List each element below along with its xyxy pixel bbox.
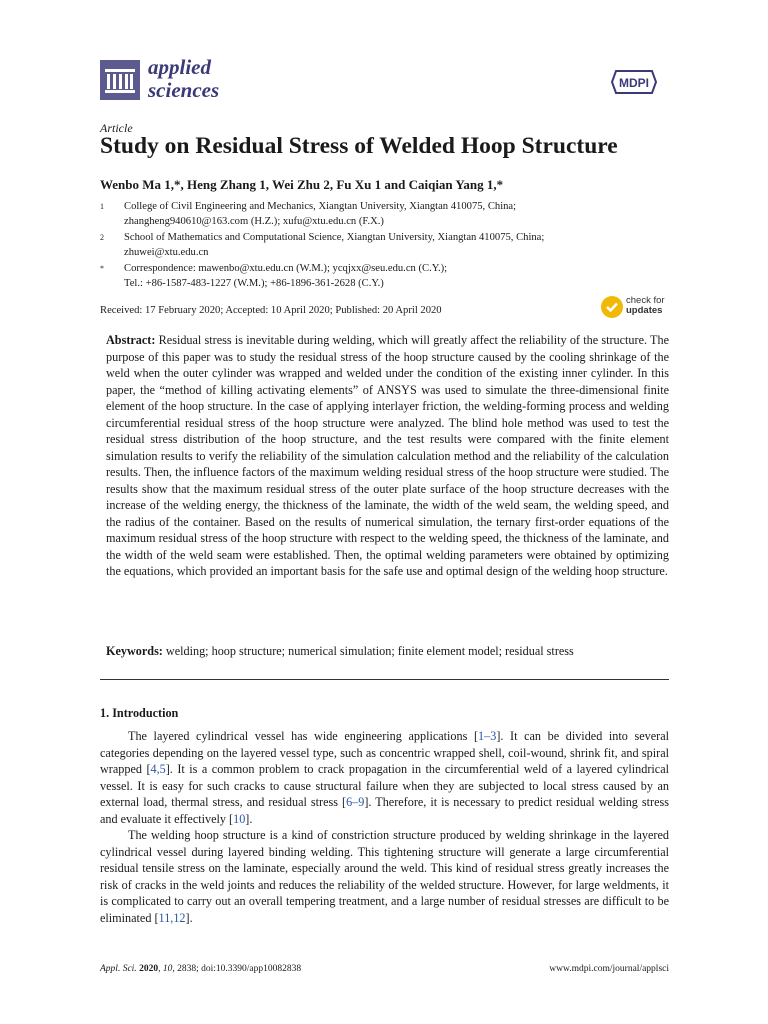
article-type: Article [100, 121, 133, 135]
citation-link[interactable]: 6–9 [346, 795, 365, 809]
check-updates-icon [600, 295, 624, 319]
section-heading: 1. Introduction [100, 706, 179, 720]
footer-url[interactable]: www.mdpi.com/journal/applsci [549, 964, 669, 974]
citation-link[interactable]: 10 [233, 811, 246, 826]
affiliation-2: 2 School of Mathematics and Computational Science, Xiangtan University, Xiangtan 410075, China; zhuwei@xtu.edu.cn [100, 232, 545, 258]
citation-link[interactable]: 4,5 [150, 762, 166, 776]
intro-paragraph-1: The layered cylindrical vessel has wide engineering applications [1–3]. It can be divided into several categories depending on the layered vessel type, such as concentric wrapped shell, coil-wound, shrink fit, and spiral wrapped [4,5]. It is a common problem to crack propagation in the circumferential weld of a layered cylindrical vessel. It is easy for such cracks to cause structural failure when they are subjected to local stress caused by an external load, thermal stress, and residual stress [6–9]. Therefore, it is necessary to predict residual welding stress and evaluate it effectively [10]. [100, 729, 669, 826]
divider [100, 679, 669, 680]
intro-paragraph-2: The welding hoop structure is a kind of constriction structure produced by welding shrinkage in the layered cylindrical vessel during layered binding welding. This tightening structure will generate a large circumferential residual tensile stress on the laminate, especially around the weld. This kind of residual stress greatly increases the risk of cracks in the weld joints and reduces the reliability of the welded structure. However, for large weldments, it is complicated to carry out an overall tempering treatment, and a large number of residual stresses are difficult to be eliminated [11,12]. [100, 828, 669, 925]
citation-link[interactable]: 1–3 [478, 729, 497, 743]
author-list: Wenbo Ma 1,*, Heng Zhang 1, Wei Zhu 2, Fu Xu 1 and Caiqian Yang 1,* [100, 177, 504, 192]
keywords-text: welding; hoop structure; numerical simulation; finite element model; residual stress [165, 644, 574, 658]
correspondence: * Correspondence: mawenbo@xtu.edu.cn (W.M.); ycqjxx@seu.edu.cn (C.Y.); Tel.: +86-1587-483-1227 (W.M.); +86-1896-361-2628 (C.Y.) [100, 263, 448, 289]
keywords [106, 644, 574, 659]
page-title: Study on Residual Stress of Welded Hoop Structure [100, 133, 618, 159]
publisher-logo [610, 67, 658, 97]
abstract-label: Abstract: [106, 333, 156, 347]
abstract [106, 332, 669, 580]
footer-citation: Appl. Sci. 2020, 10, 2838; doi:10.3390/app10082838 [100, 964, 302, 974]
citation-link[interactable]: 11,12 [158, 910, 186, 925]
journal-logo-icon [100, 60, 140, 100]
abstract-text: Residual stress is inevitable during welding, which will greatly affect the reliability of the structure. The purpose of this paper was to study the residual stress of the hoop structure caused by the cooling shrinkage of the weld when the outer cylinder was wrapped and welded under the condition of the existing inner cylinder. In this paper, the “method of killing activating elements” of ANSYS was used to simulate the three-dimensional finite element of the hoop structure. In the case of applying interlayer friction, the welding-forming process and welding circumferential residual stress of the hoop structure were analyzed. The blind hole method was used to test the residual stress distribution of the hoop structure, and the test results were compared with the finite element simulation results to verify the reliability of the simulation calculation method and the reliability of the calculation results. Then, the influence factors of the maximum welding residual stress of the hoop structure were studied. The results show that the maximum residual stress of the outer plate surface of the hoop structure decreases with the increase of the welding energy, the thickness of the laminate, the width of the weld seam, the welding speed, and the radius of the container. Based on the results of numerical simulation, the ternary first-order equations of the maximum residual stress of the hoop structure with respect to the welding speed, the thickness of the laminate, and the width of the weld seam were established. Then, the optimal welding parameters were obtained by optimizing the equations, which provided an important basis for the safe use and optimal design of the welding hoop structure. [106, 333, 669, 578]
keywords-label: Keywords: [106, 644, 163, 658]
journal-name: applied sciences [148, 55, 220, 102]
affiliation-1: 1 College of Civil Engineering and Mechanics, Xiangtan University, Xiangtan 410075, China; zhangheng940610@163.com (H.Z.); xufu@xtu.edu.cn (F.X.) [100, 201, 517, 227]
check-updates-text: check for updates [626, 295, 665, 316]
publication-dates: Received: 17 February 2020; Accepted: 10 April 2020; Published: 20 April 2020 [100, 305, 442, 316]
publisher-name: MDPI [619, 76, 649, 90]
